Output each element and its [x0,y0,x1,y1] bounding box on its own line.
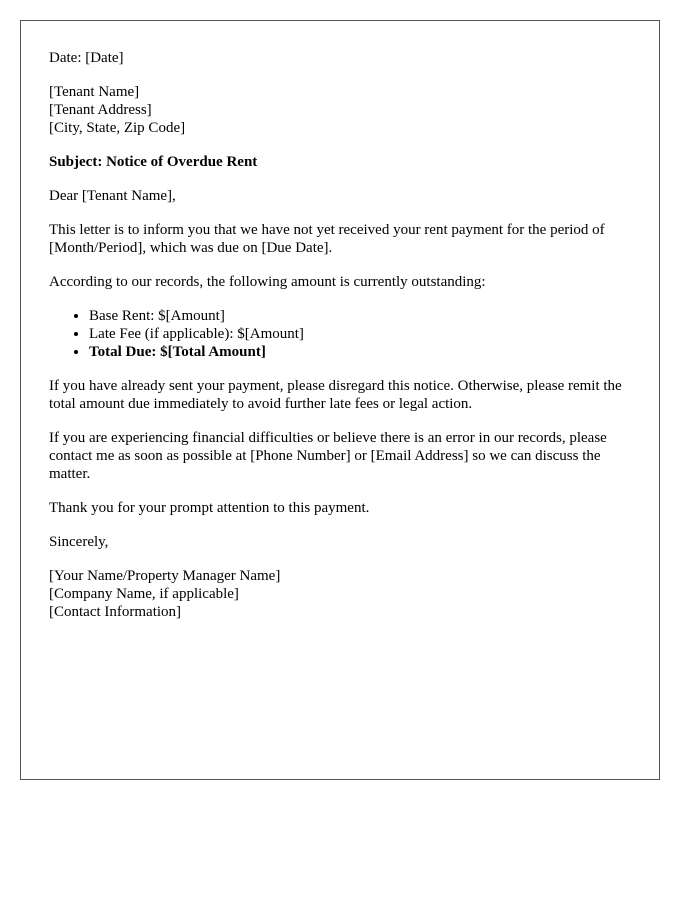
letter-page [20,20,660,780]
closing: Sincerely, [49,534,109,550]
list-item-late-fee: • Late Fee (if applicable): $[Amount] [89,325,631,343]
recipient-name: [Tenant Name] [49,84,140,100]
body-paragraph-disregard: If you have already sent your payment, please disregard this notice. Otherwise, please remit the total amount due immediately to avoid further late fees or legal action. [49,378,622,412]
body-paragraph-outstanding: According to our records, the following amount is currently outstanding: [49,274,486,290]
list-item-base-rent: • Base Rent: $[Amount] [89,307,631,325]
list-item-total-due: • Total Due: $[Total Amount] [89,343,631,361]
body-paragraph-contact: If you are experiencing financial difficulties or believe there is an error in our records, please contact me as soon as possible at [Phone Number] or [Email Address] so we can discuss the matter. [49,430,607,482]
body-paragraph-intro: This letter is to inform you that we have not yet received your rent payment for the period of [Month/Period], which was due on [Due Date]. [49,222,605,256]
recipient-address-block [49,83,631,137]
outstanding-amounts-list [49,307,631,361]
subject-line: Subject: Notice of Overdue Rent [49,154,258,170]
recipient-address: [Tenant Address] [49,102,152,118]
sender-signature-block [49,567,631,621]
greeting: Dear [Tenant Name], [49,188,176,204]
date-line: Date: [Date] [49,50,124,66]
recipient-city-state-zip: [City, State, Zip Code] [49,120,186,136]
sender-name: [Your Name/Property Manager Name] [49,568,281,584]
sender-contact: [Contact Information] [49,604,182,620]
body-paragraph-thanks: Thank you for your prompt attention to this payment. [49,500,370,516]
sender-company: [Company Name, if applicable] [49,586,239,602]
